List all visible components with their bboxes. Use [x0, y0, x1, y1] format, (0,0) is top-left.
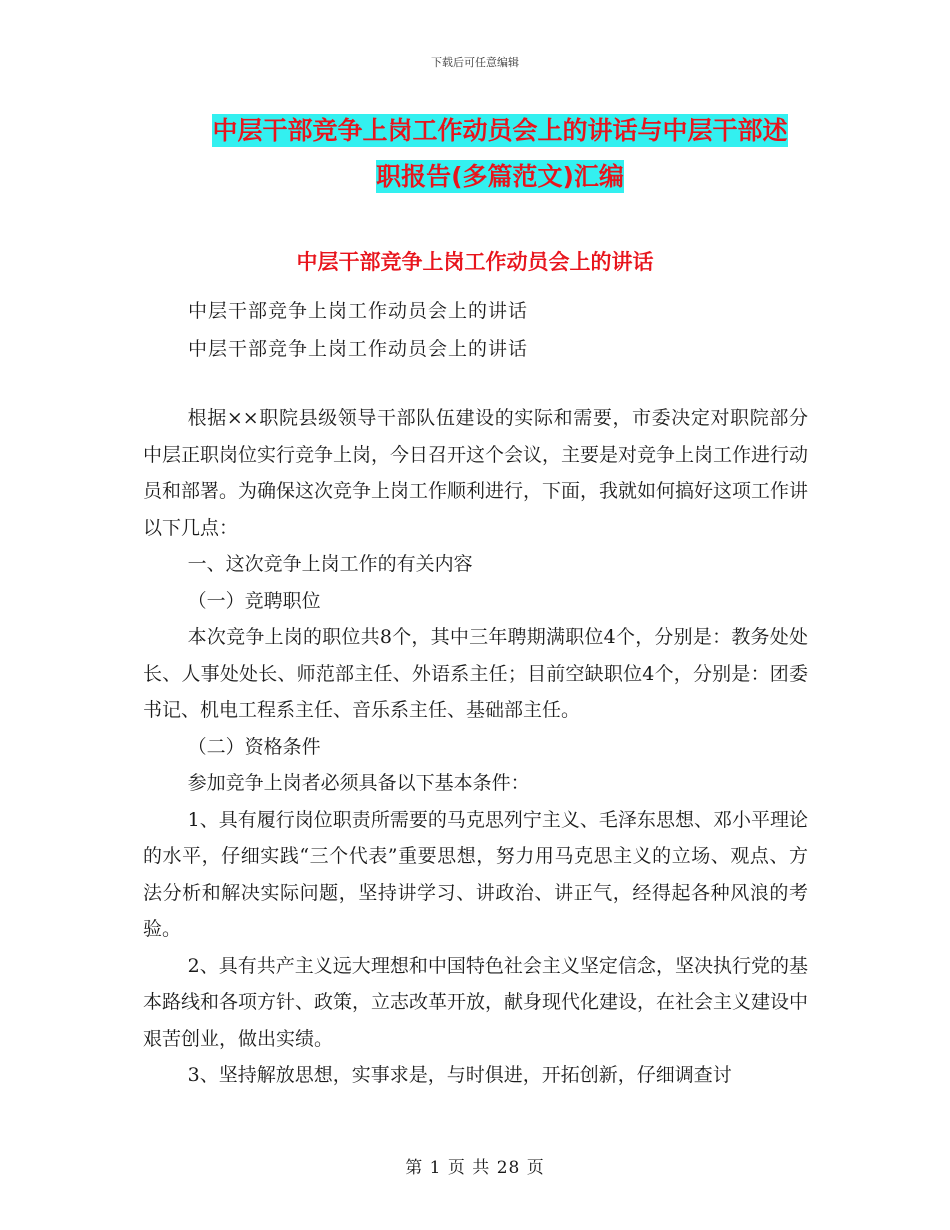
document-title: [140, 108, 860, 200]
paragraph: 参加竞争上岗者必须具备以下基本条件：: [187, 772, 530, 794]
paragraph: （一）竞聘职位: [187, 589, 321, 612]
paragraph: 2、具有共产主义远大理想和中国特色社会主义坚定信念，坚决执行党的基本路线和各项方针、政策，立志改革开放，献身现代化建设，在社会主义建设中艰苦创业，做出实绩。: [143, 954, 809, 1050]
paragraph: 根据××职院县级领导干部队伍建设的实际和需要，市委决定对职院部分中层正职岗位实行竞争上岗，今日召开这个会议，主要是对竞争上岗工作进行动员和部署。为确保这次竞争上岗工作顺利进行，下面，我就如何搞好这项工作讲以下几点：: [143, 407, 809, 539]
paragraph: 本次竞争上岗的职位共8个，其中三年聘期满职位4个，分别是：教务处处长、人事处处长、师范部主任、外语系主任；目前空缺职位4个，分别是：团委书记、机电工程系主任、音乐系主任、基础部主任。: [143, 626, 808, 721]
paragraph: 3、坚持解放思想，实事求是，与时俱进，开拓创新，仔细调查讨: [187, 1064, 732, 1086]
page-footer: 第 1 页 共 28 页: [405, 1158, 545, 1178]
title-line-1: 中层干部竞争上岗工作动员会上的讲话与中层干部述: [212, 116, 788, 145]
section-title: 中层干部竞争上岗工作动员会上的讲话: [296, 250, 654, 274]
header-note: 下载后可任意编辑: [431, 56, 519, 69]
paragraph: 1、具有履行岗位职责所需要的马克思列宁主义、毛泽东思想、邓小平理论的水平，仔细实践“三个代表”重要思想，努力用马克思主义的立场、观点、方法分析和解决实际问题，坚持讲学习、讲政治、讲正气，经得起各种风浪的考验。: [143, 808, 808, 940]
paragraph: 一、这次竞争上岗工作的有关内容: [187, 553, 473, 575]
paragraph: （二）资格条件: [187, 735, 321, 758]
title-line-2: 职报告(多篇范文)汇编: [376, 162, 624, 191]
sub-title-line-1: 中层干部竞争上岗工作动员会上的讲话: [188, 300, 529, 322]
sub-title-line-2: 中层干部竞争上岗工作动员会上的讲话: [188, 338, 529, 360]
body-text: [143, 400, 808, 1094]
